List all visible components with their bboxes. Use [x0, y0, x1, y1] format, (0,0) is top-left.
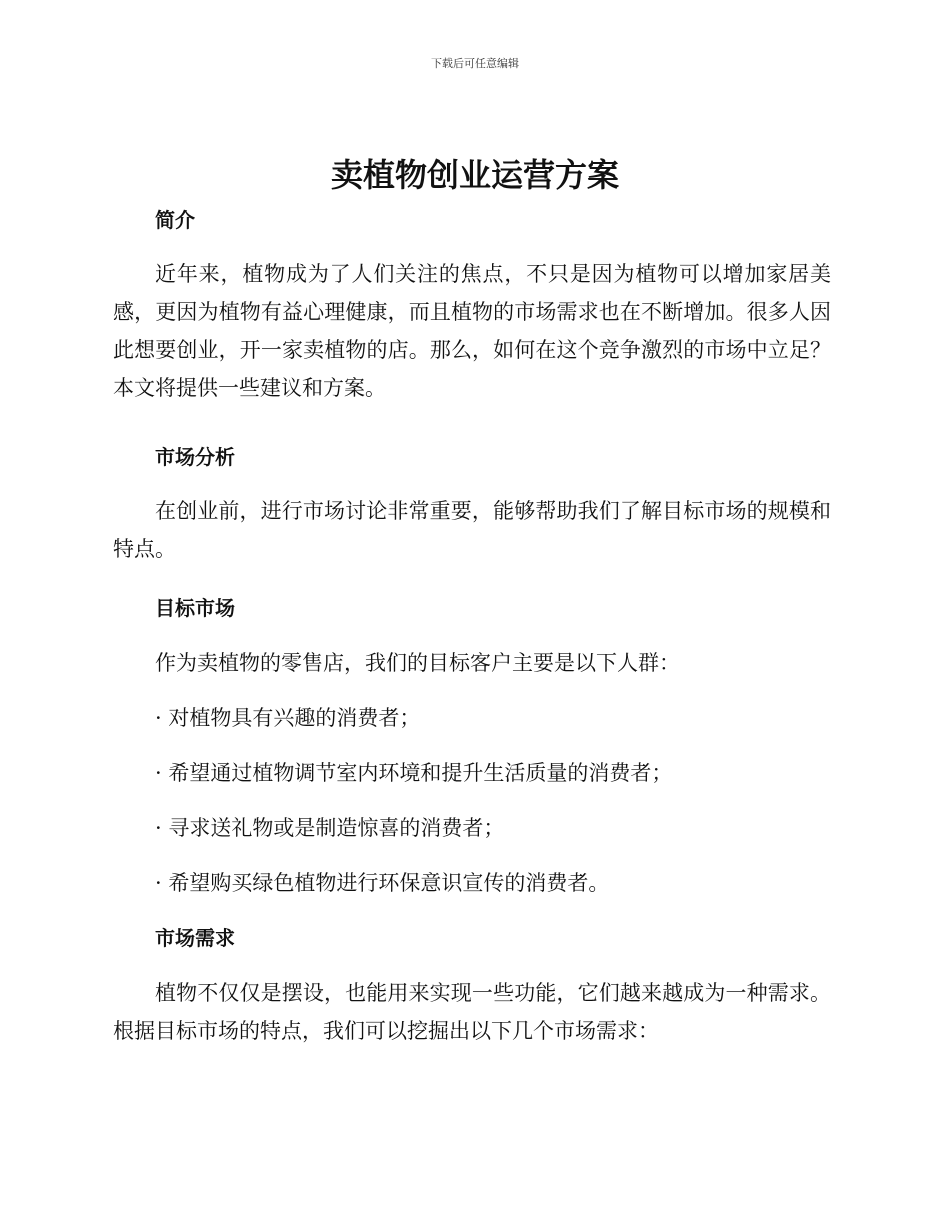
list-item: · 寻求送礼物或是制造惊喜的消费者； — [155, 816, 505, 840]
paragraph-market-analysis: 在创业前，进行市场讨论非常重要，能够帮助我们了解目标市场的规模和特点。 — [113, 499, 831, 561]
section-heading-target-market: 目标市场 — [155, 596, 235, 620]
list-item: · 希望购买绿色植物进行环保意识宣传的消费者。 — [155, 871, 610, 895]
paragraph-intro: 近年来，植物成为了人们关注的焦点，不只是因为植物可以增加家居美感，更因为植物有益心理健康，而且植物的市场需求也在不断增加。很多人因此想要创业，开一家卖植物的店。那么，如何在这个竞争激烈的市场中立足？本文将提供一些建议和方案。 — [113, 262, 831, 400]
section-heading-market-demand: 市场需求 — [155, 926, 235, 950]
paragraph-target-market: 作为卖植物的零售店，我们的目标客户主要是以下人群： — [155, 651, 680, 675]
list-item: · 希望通过植物调节室内环境和提升生活质量的消费者； — [155, 761, 673, 785]
list-item: · 对植物具有兴趣的消费者； — [155, 706, 421, 730]
document-title: 卖植物创业运营方案 — [330, 156, 619, 194]
paragraph-market-demand: 植物不仅仅是摆设，也能用来实现一些功能，它们越来越成为一种需求。根据目标市场的特点，我们可以挖掘出以下几个市场需求： — [113, 981, 831, 1043]
section-heading-intro: 简介 — [155, 208, 195, 232]
header-note: 下载后可任意编辑 — [431, 57, 519, 70]
section-heading-market-analysis: 市场分析 — [155, 445, 235, 469]
